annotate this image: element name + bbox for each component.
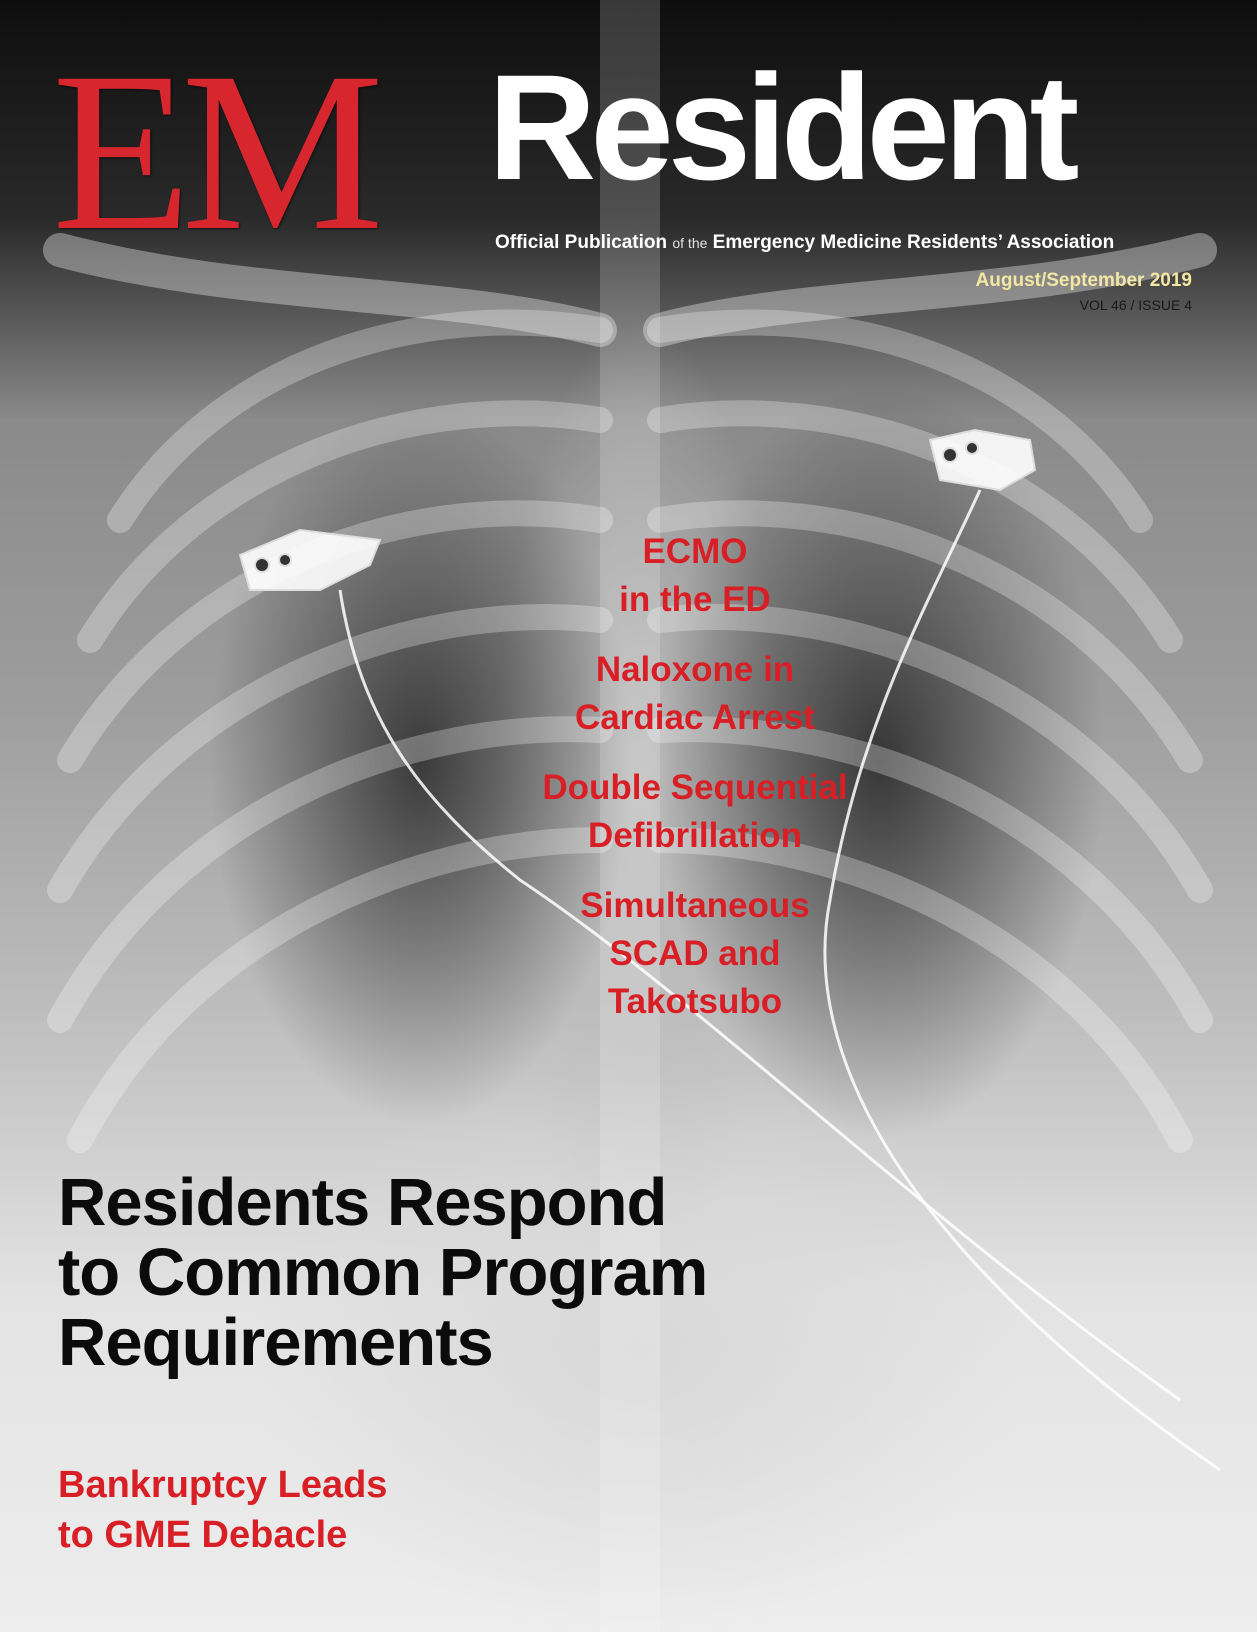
tagline-part-3: Emergency Medicine Residents’ Association: [712, 232, 1115, 253]
masthead: [0, 0, 1257, 320]
cover-subhead: Bankruptcy Leads to GME Debacle: [58, 1464, 388, 1556]
cover-headline: Residents Respond to Common Program Requirements: [58, 1165, 708, 1380]
teaser-naloxone: Naloxone in Cardiac Arrest: [575, 650, 815, 737]
logo-resident: Resident: [488, 43, 1074, 211]
teaser-ecmo: ECMO in the ED: [619, 532, 771, 619]
tagline-part-2: of the: [672, 235, 708, 251]
issue-date: August/September 2019: [975, 270, 1192, 291]
ecg-electrode-left: [240, 530, 380, 590]
teaser-defibrillation: Double Sequential Defibrillation: [542, 768, 848, 855]
issue-volume: VOL 46 / ISSUE 4: [1079, 297, 1192, 313]
cover-teasers: [480, 528, 910, 1048]
teaser-scad-takotsubo: Simultaneous SCAD and Takotsubo: [580, 886, 810, 1021]
tagline: [495, 232, 1195, 254]
logo-em: EM: [52, 26, 374, 278]
tagline-part-1: Official Publication: [495, 232, 668, 253]
